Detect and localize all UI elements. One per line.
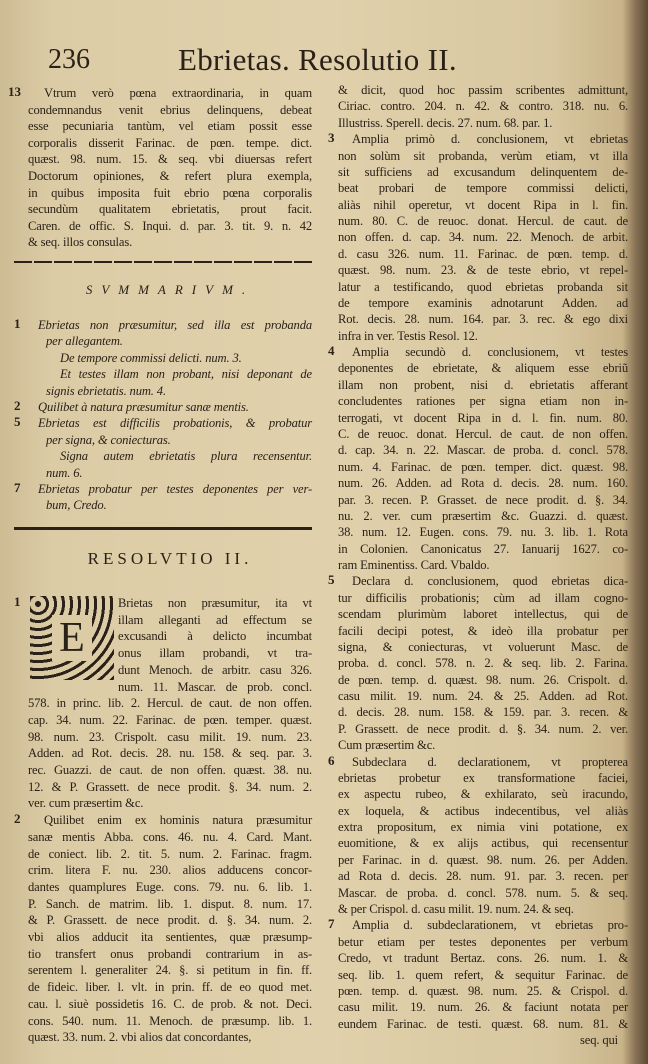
text-line: sit sufficiens ad excusandum delinquentem de- <box>338 164 628 179</box>
text-line: non offen. d. cap. 34. num. 22. Menoch. de arbit. <box>338 230 628 245</box>
text-line: quæst. 98. num. 15. & seq. vbi diuersas refert <box>28 152 312 167</box>
text-line: & per Crispol. d. casu milit. 19. num. 24. & seq. <box>338 902 574 916</box>
text-line: num. 26. Adden. ad Rota d. decis. 28. num. 160. <box>338 476 628 491</box>
text-line: vbi alios adducit ita sentientes, quæ præsump- <box>28 930 312 944</box>
text-line: ex loquela, & actibus indecentibus, vel aliàs <box>338 803 628 818</box>
text-line: eundem Farinac. de testi. quæst. 68. num. 81. & <box>338 1016 628 1031</box>
text-line: onus illam probandi, vt tra- <box>118 646 312 661</box>
margin-number: 6 <box>328 752 335 768</box>
text-line: Amplia primò d. conclusionem, vt ebrietas <box>352 132 628 147</box>
text-line: Caren. de offic. S. Inqui. d. par. 3. tit. 9. n. 42 <box>28 218 312 233</box>
text-line: Ebrietas est difficilis probationis, & probatur <box>38 416 312 431</box>
text-line: num. 4. Farinac. de pœn. temper. dict. quæst. 98. <box>338 459 628 474</box>
text-line: Amplia d. subdeclarationem, vt ebrietas pro- <box>352 918 628 933</box>
summarium-heading: SVMMARIVM. <box>85 282 255 297</box>
text-line: ex aspectu rubeo, & exhilarato, seù iracundo, <box>338 787 628 802</box>
text-line: C. de reuoc. donat. Hercul. de caut. de non offen. <box>338 426 628 441</box>
margin-number: 3 <box>328 130 335 146</box>
text-line: num. 80. C. de reuoc. donat. Hercul. de caut. de <box>338 214 628 229</box>
text-line: seq. lib. 1. quem refert, & sequitur Farinac. de <box>338 967 628 982</box>
text-line: Signa autem ebrietatis plura recensentur. <box>60 449 312 464</box>
text-line: non solùm sit probanda, verùm etiam, vt illa <box>338 148 628 163</box>
text-line: Subdeclara d. declarationem, vt propterea <box>352 754 628 769</box>
margin-number: 1 <box>14 316 21 331</box>
text-line: rec. Guazzi. de caut. de non offen. quæst. 38. nu. <box>28 763 312 777</box>
resolutio-heading: RESOLVTIO II. <box>87 549 253 568</box>
text-line: num. 11. Mascar. de prob. concl. <box>118 679 312 694</box>
text-line: excusandi à delicto incumbat <box>118 629 312 644</box>
text-line: cap. 34. num. 22. Farinac. de pœn. temper. quæst. <box>28 712 312 727</box>
text-line: illam non probent, nisi d. ebrietatis afferant <box>338 377 628 392</box>
text-line: d. cap. 34. n. 22. Mascar. de proba. d. concl. 578. <box>338 443 628 458</box>
text-line: P. Sanch. de matrim. lib. 1. disput. 8. num. 17. <box>28 896 312 911</box>
text-line: ram Eminentiss. Card. Vbaldo. <box>338 558 490 573</box>
text-line: secundùm qualitatem ebrietatis, prout facit. <box>28 202 312 217</box>
text-line: quæst. 33. num. 2. vbi alios dat concordantes, <box>28 1030 252 1045</box>
text-line: pœn. temp. d. quæst. 98. num. 25. & Crispol. d. <box>338 983 628 998</box>
text-line: extra propositum, ex nimia vini potatione, ex <box>338 820 628 835</box>
text-line: cau. l. siuè possidetis 16. C. de prob. & not. Deci. <box>28 996 312 1011</box>
text-line: serentem l. generaliter 24. §. si petitum in fin. ff. <box>28 963 312 978</box>
text-line: P. Grassett. de nece prodit. d. §. 34. num. 2. ver. <box>338 721 628 736</box>
text-line: aliàs nihil operetur, vt docent Ripa in l. fin. <box>338 197 628 212</box>
text-line: Quilibet enim ex hominis natura præsumitur <box>44 813 312 828</box>
drop-cap-letter: E <box>52 615 92 661</box>
text-line: terrogati, vt docent Ripa in d. l. fin. num. 80. <box>338 410 628 425</box>
text-line: seq. qui <box>580 1033 618 1048</box>
text-line: in Colonien. Canonicatus 27. Ianuarij 1627. co- <box>338 541 628 556</box>
text-line: condemnandus venit ebrius delinquens, debeat <box>28 102 312 117</box>
text-line: 12. & P. Grassett. de nece prodit. §. 34. num. 2. <box>28 779 312 794</box>
text-line: cons. 540. num. 11. Menoch. de præsump. lib. 1. <box>28 1013 312 1028</box>
text-line: Mascar. de proba. d. concl. 578. num. 5. & seq. <box>338 885 628 900</box>
text-line: & dicit, quod hoc passim scribentes admittunt, <box>338 83 628 97</box>
text-line: Ciriac. contro. 204. n. 42. & contro. 318. nu. 6. <box>338 99 628 114</box>
margin-number: 2 <box>14 811 21 827</box>
text-line: euomitione, & ex alijs actibus, qui recensentur <box>338 836 628 851</box>
text-line: sanæ mentis Abba. cons. 46. nu. 4. Card. Mant. <box>28 829 312 844</box>
text-line: proba. d. concl. 578. n. 2. & seq. lib. 2. Farina. <box>338 656 628 671</box>
margin-number: 1 <box>14 594 21 609</box>
text-line: per signa, & coniecturas. <box>46 432 171 447</box>
text-line: casu milit. 19. num. 24. & 25. Adden. ad Rot. <box>338 689 628 704</box>
text-line: esse pecuniaria tantùm, vel etiam possit esse <box>28 119 312 134</box>
text-line: nu. 2. ver. cum præsertim &c. Guazzi. d. quæst. <box>338 508 628 523</box>
running-title: Ebrietas. Resolutio II. <box>178 42 457 77</box>
text-line: De tempore commissi delicti. num. 3. <box>60 350 242 365</box>
text-line: Illustriss. Sperell. decis. 27. num. 68. par. 1. <box>338 115 553 130</box>
text-line: Brietas non præsumitur, ita vt <box>118 596 312 610</box>
text-line: Quilibet à natura præsumitur sanæ mentis. <box>38 400 249 414</box>
text-line: signis ebrietatis. num. 4. <box>46 383 166 398</box>
text-line: Et testes illam non probant, nisi deponant de <box>60 367 312 382</box>
margin-number: 2 <box>14 398 21 413</box>
text-line: scendam plurimùm laboret intellectus, qui de <box>338 607 628 622</box>
text-line: corporalis disserit Farinac. de pœn. tempe. dict. <box>28 135 312 150</box>
text-line: ver. cum præsertim &c. <box>28 796 144 811</box>
text-line: de coniect. lib. 2. tit. 5. num. 2. Farinac. fragm. <box>28 846 312 861</box>
text-line: per Farinac. in d. quæst. 98. num. 26. per Adden. <box>338 852 628 867</box>
text-line: Cum præsertim &c. <box>338 738 436 753</box>
text-line: infra in ver. Testis Resol. 12. <box>338 328 478 343</box>
margin-number: 5 <box>14 414 21 430</box>
text-line: Rot. decis. 28. num. 164. par. 3. rec. & ego dixi <box>338 312 628 327</box>
margin-number: 13 <box>8 84 21 99</box>
text-line: Adden. ad Rot. decis. 28. nu. 158. & seq. par. 3. <box>28 746 312 761</box>
text-line: quæst. 98. num. 23. & de teste ebrio, vt repel- <box>338 263 628 278</box>
text-line: 38. num. 12. Eugen. cons. 79. nu. 3. lib. 1. Rota <box>338 525 628 540</box>
text-line: d. decis. 28. num. 158. & 159. par. 3. recen. & <box>338 705 628 720</box>
text-line: de fideic. liber. l. vlt. in prin. ff. de eo quod met. <box>28 980 312 995</box>
text-line: Vtrum verò pœna extraordinaria, in quam <box>44 86 312 100</box>
page-number: 236 <box>48 44 90 75</box>
text-line: bum, Credo. <box>46 498 107 513</box>
text-line: ad Rota d. decis. 28. num. 91. par. 3. recen. per <box>338 869 628 884</box>
text-line: & seq. illos consulas. <box>28 235 133 250</box>
text-line: Credo, vt tradunt Bertaz. cons. 26. num. 1. & <box>338 951 628 966</box>
text-line: par. 3. recen. P. Grasset. de nece prodit. d. §. 34. <box>338 492 628 507</box>
text-line: tio transfert onus probandi contrarium in as- <box>28 946 312 961</box>
text-line: per allegantem. <box>46 334 123 349</box>
text-line: casu milit. 19. num. 26. & faciunt notata per <box>338 1000 628 1015</box>
text-line: Amplia secundò d. conclusionem, vt testes <box>352 345 628 360</box>
text-line: tur difficilis probationis; cùm ad illam cogno- <box>338 590 628 605</box>
text-line: num. 6. <box>46 465 83 480</box>
margin-number: 5 <box>328 572 335 588</box>
text-line: dantes quamplures Euge. cons. 79. nu. 6. lib. 1. <box>28 879 312 894</box>
text-line: Ebrietas non præsumitur, sed illa est probanda <box>38 318 312 332</box>
text-line: 98. num. 23. Crispolt. casu milit. 19. num. 23. <box>28 729 312 744</box>
text-line: & P. Grassett. de nece prodit. d. §. 34. num. 2. <box>28 913 312 928</box>
text-line: latur a testificando, quod ebrietas probanda sit <box>338 279 628 294</box>
text-line: dunt Menoch. de arbitr. casu 326. <box>118 662 312 677</box>
text-line: deponentes de ebrietate, & aliquem esse ebriũ <box>338 361 628 376</box>
text-line: betur etiam per testes deponentes per verbum <box>338 934 628 949</box>
text-line: 578. in princ. lib. 2. Hercul. de caut. de non offen. <box>28 696 312 711</box>
text-line: in quibus imposita fuit ebrio pœna corporalis <box>28 185 312 200</box>
text-line: Doctorum opiniones, & refert plura exempla, <box>28 169 312 183</box>
margin-number: 7 <box>328 916 335 932</box>
text-line: Ebrietas probatur per testes deponentes per ver- <box>38 482 312 496</box>
text-line: illam alleganti ad effectum se <box>118 612 312 627</box>
text-line: facili decipi potest, & ideò illa probatur per <box>338 623 628 638</box>
text-line: signa, & coniecturas, vt voluerunt Masc. de <box>338 639 628 654</box>
text-line: de pœn. temp. d. quæst. 98. num. 26. Crispolt. d. <box>338 672 628 687</box>
text-line: beat probari de tempore commissi delicti, <box>338 181 628 196</box>
margin-number: 4 <box>328 343 335 359</box>
text-line: Declara d. conclusionem, quod ebrietas dica- <box>352 574 628 589</box>
text-line: concludentes rationes per signa etiam non in- <box>338 394 628 409</box>
text-line: ebrietas probetur ex transformatione faciei, <box>338 770 628 785</box>
margin-number: 7 <box>14 480 21 495</box>
text-line: d. casu 326. num. 11. Farinac. de pœn. temp. d. <box>338 246 628 261</box>
text-line: de tempore examinis adnotarunt Adden. ad <box>338 295 628 310</box>
text-line: crim. litera F. nu. 230. alios adducens concor- <box>28 863 312 878</box>
